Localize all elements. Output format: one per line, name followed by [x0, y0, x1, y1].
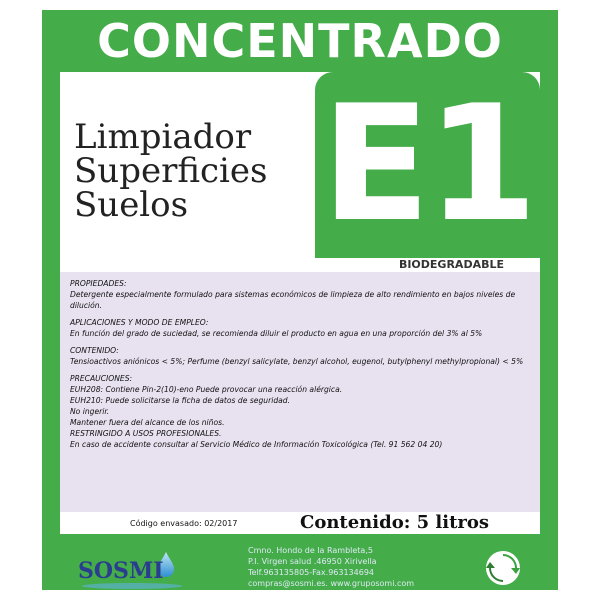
brand-logo: [72, 548, 192, 590]
section-line: En caso de accidente consultar al Servicio Médico de Información Toxicológica (Tel. 91 562 04 20): [70, 440, 443, 449]
product-name: [74, 117, 268, 225]
company-address: [248, 545, 414, 589]
section-line: Detergente especialmente formulado para sistemas económicos de limpieza de alto rendimiento en bajos niveles de dilución.: [70, 290, 516, 310]
product-code: E1: [321, 70, 534, 257]
address-line: Telf.963135805-Fax.963134694: [248, 568, 374, 577]
banner-title: CONCENTRADO: [97, 14, 503, 68]
section-heading: APLICACIONES Y MODO DE EMPLEO:: [70, 318, 209, 327]
section-line: RESTRINGIDO A USOS PROFESIONALES.: [70, 429, 222, 438]
biodegradable-badge: BIODEGRADABLE: [398, 258, 504, 271]
section-heading: CONTENIDO:: [70, 346, 119, 355]
section-line: Tensioactivos aniónicos < 5%; Perfume (benzyl salicylate, benzyl alcohol, eugenol, butylphenyl methylpropional) < 5%: [70, 357, 524, 366]
section-line: Mantener fuera del alcance de los niños.: [70, 418, 225, 427]
recycle-icon: [486, 551, 520, 585]
section-line: EUH208: Contiene Pin-2(10)-eno Puede provocar una reacción alérgica.: [70, 385, 343, 394]
section-line: EUH210: Puede solicitarse la ficha de datos de seguridad.: [70, 396, 291, 405]
section-line: No ingerir.: [70, 407, 110, 416]
product-line: Superficies: [74, 151, 268, 191]
recycle-icon: [486, 551, 520, 585]
product-line: Limpiador: [74, 117, 252, 157]
address-line: P.I. Virgen salud .46950 Xirivella: [248, 557, 377, 566]
water-drop-icon: [72, 548, 192, 590]
section-line: En función del grado de suciedad, se recomienda diluir el producto en agua en una proporción del 3% al 5%: [70, 329, 483, 338]
section-heading: PRECAUCIONES:: [70, 374, 133, 383]
product-line: Suelos: [74, 185, 189, 225]
package-code: Código envasado: 02/2017: [130, 519, 238, 528]
address-line: Cmno. Hondo de la Rambleta,5: [248, 546, 373, 555]
address-line: compras@sosmi.es. www.gruposomi.com: [248, 579, 415, 588]
info-text: [70, 278, 532, 456]
section-heading: PROPIEDADES:: [70, 279, 127, 288]
net-contents: Contenido: 5 litros: [300, 512, 490, 533]
brand-name: SOSMI: [78, 558, 164, 584]
